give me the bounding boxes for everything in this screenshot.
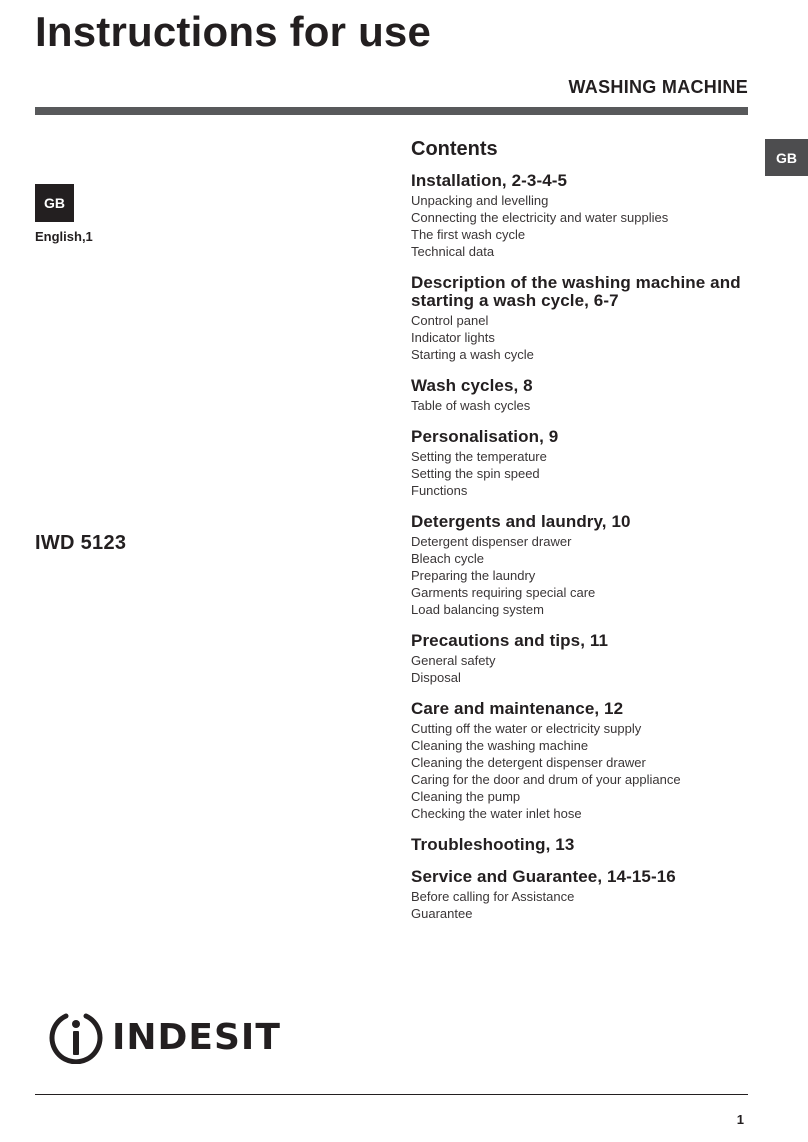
toc-subitem-list [411, 192, 756, 260]
toc-subitem[interactable]: Cleaning the detergent dispenser drawer [411, 755, 646, 770]
toc-subitem-list [411, 652, 756, 686]
toc-section-heading[interactable]: Troubleshooting, 13 [411, 835, 575, 854]
toc-section-heading[interactable]: Service and Guarantee, 14-15-16 [411, 867, 676, 886]
toc-section [411, 513, 756, 618]
toc-subitem[interactable]: Table of wash cycles [411, 398, 531, 413]
toc-subitem[interactable]: Control panel [411, 313, 489, 328]
brand-logo [48, 1010, 281, 1064]
toc-section-heading[interactable]: Description of the washing machine and starting a wash cycle, 6-7 [411, 273, 741, 310]
language-badge[interactable]: GB [35, 184, 74, 222]
toc-subitem[interactable]: Checking the water inlet hose [411, 806, 582, 821]
toc-subitem-list [411, 397, 756, 414]
toc-subitem[interactable]: Garments requiring special care [411, 585, 596, 600]
toc-section-heading[interactable]: Care and maintenance, 12 [411, 699, 624, 718]
language-side-tab[interactable]: GB [765, 139, 808, 176]
toc-subitem[interactable]: Detergent dispenser drawer [411, 534, 572, 549]
toc-subitem-list [411, 533, 756, 618]
toc-section-heading[interactable]: Precautions and tips, 11 [411, 631, 609, 650]
toc-subitem[interactable]: Setting the spin speed [411, 466, 540, 481]
contents-heading: Contents [411, 138, 498, 160]
toc-subitem[interactable]: Preparing the laundry [411, 568, 536, 583]
toc-subitem[interactable]: Cutting off the water or electricity supply [411, 721, 642, 736]
footer-divider [35, 1094, 748, 1095]
toc-subitem[interactable]: Before calling for Assistance [411, 889, 575, 904]
product-type-subtitle: WASHING MACHINE [568, 77, 748, 97]
toc-section [411, 274, 756, 363]
toc-subitem[interactable]: Disposal [411, 670, 461, 685]
toc-subitem-list [411, 888, 756, 922]
indesit-logo-icon [48, 1010, 104, 1064]
toc-subitem-list [411, 720, 756, 822]
toc-section [411, 700, 756, 822]
page-number: 1 [736, 1112, 744, 1127]
toc-subitem[interactable]: Guarantee [411, 906, 473, 921]
toc-subitem[interactable]: The first wash cycle [411, 227, 526, 242]
toc-subitem-list [411, 312, 756, 363]
toc-section-list [411, 172, 756, 922]
toc-subitem[interactable]: Functions [411, 483, 468, 498]
toc-subitem[interactable]: Indicator lights [411, 330, 495, 345]
toc-section [411, 377, 756, 414]
toc-section-heading[interactable]: Installation, 2-3-4-5 [411, 171, 568, 190]
toc-section [411, 172, 756, 260]
toc-subitem[interactable]: Setting the temperature [411, 449, 547, 464]
toc-section-heading[interactable]: Detergents and laundry, 10 [411, 512, 631, 531]
toc-subitem-list [411, 448, 756, 499]
toc-section-heading[interactable]: Personalisation, 9 [411, 427, 559, 446]
toc-section [411, 632, 756, 686]
toc-section [411, 868, 756, 922]
toc-subitem[interactable]: Technical data [411, 244, 495, 259]
table-of-contents [411, 137, 756, 936]
toc-subitem[interactable]: Cleaning the washing machine [411, 738, 589, 753]
language-page-label[interactable]: English,1 [35, 229, 93, 244]
toc-section [411, 836, 756, 854]
toc-section [411, 428, 756, 499]
toc-subitem[interactable]: Load balancing system [411, 602, 544, 617]
toc-subitem[interactable]: Starting a wash cycle [411, 347, 534, 362]
brand-name: INDESIT [112, 1016, 281, 1058]
toc-subitem[interactable]: Cleaning the pump [411, 789, 521, 804]
toc-subitem[interactable]: General safety [411, 653, 496, 668]
toc-subitem[interactable]: Caring for the door and drum of your appliance [411, 772, 681, 787]
toc-subitem[interactable]: Connecting the electricity and water supplies [411, 210, 669, 225]
toc-subitem[interactable]: Bleach cycle [411, 551, 484, 566]
page-title: Instructions for use [35, 8, 432, 55]
toc-subitem[interactable]: Unpacking and levelling [411, 193, 549, 208]
header-divider [35, 107, 748, 115]
toc-section-heading[interactable]: Wash cycles, 8 [411, 376, 533, 395]
model-number: IWD 5123 [35, 532, 127, 554]
